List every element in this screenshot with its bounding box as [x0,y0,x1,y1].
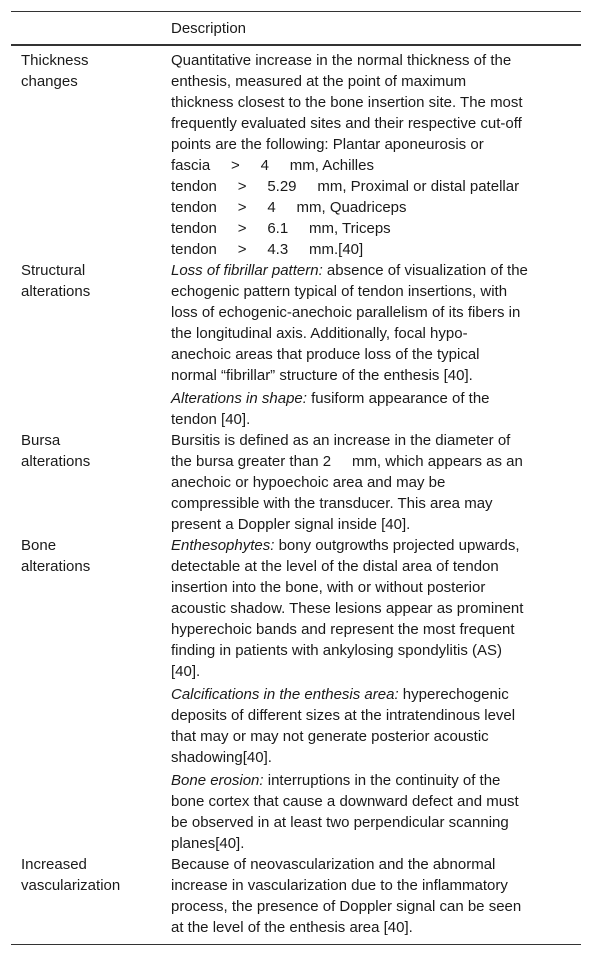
description-line: Because of neovascularization and the abnormal [171,856,496,873]
description-line: enthesis, measured at the point of maximum [171,73,467,90]
description-line: frequently evaluated sites and their respective cut-off [171,115,522,132]
description-line: tendon [40]. [171,411,251,428]
description-line [171,770,571,791]
description-line: the longitudinal axis. Additionally, focal hypo- [171,325,468,342]
description-line: thickness closest to the bone insertion site. The most [171,94,523,111]
description-paragraph [171,388,571,430]
description-line: anechoic areas that produce loss of the typical [171,346,480,363]
row-description [161,854,571,938]
italic-term: Calcifications in the enthesis area: [171,686,399,703]
table-row [11,260,581,430]
term-continuation: bony outgrowths projected upwards, [274,537,520,554]
term-continuation: fusiform appearance of the [306,390,490,407]
description-line: normal “fibrillar” structure of the enthesis [40]. [171,367,473,384]
description-line: finding in patients with ankylosing spondylitis (AS) [171,642,503,659]
term-continuation: interruptions in the continuity of the [263,772,501,789]
description-paragraph [171,684,571,768]
row-label [11,260,161,430]
description-line: tendon > 4 mm, Quadriceps [171,199,407,216]
row-description [161,535,571,854]
description-line: hyperechoic bands and represent the most frequent [171,621,515,638]
description-line: loss of echogenic-anechoic parallelism of its fibers in [171,304,521,321]
table-row [11,430,581,535]
description-line: increase in vascularization due to the inflammatory [171,877,508,894]
header-description: Description [171,19,247,37]
description-paragraph [171,770,571,854]
row-description [161,260,571,430]
description-line: process, the presence of Doppler signal can be seen [171,898,522,915]
findings-table [11,11,581,945]
row-label-line: changes [21,73,78,90]
description-line: echogenic pattern typical of tendon insertions, with [171,283,508,300]
description-paragraph [171,260,571,386]
description-line: Quantitative increase in the normal thickness of the [171,52,512,69]
description-line: deposits of different sizes at the intratendinous level [171,707,516,724]
row-label-line: vascularization [21,877,121,894]
row-label-line: Increased [21,856,87,873]
description-line: insertion into the bone, with or without posterior [171,579,486,596]
row-label [11,430,161,535]
description-line: detectable at the level of the distal area of tendon [171,558,499,575]
description-line: present a Doppler signal inside [40]. [171,516,411,533]
row-label-line: alterations [21,453,91,470]
row-label-line: Structural [21,262,86,279]
description-line: be observed in at least two perpendicular scanning [171,814,509,831]
description-line [171,535,571,556]
row-label-line: alterations [21,283,91,300]
table-row [11,854,581,944]
row-description [161,430,571,535]
row-label [11,854,161,938]
description-line: bone cortex that cause a downward defect and must [171,793,519,810]
description-line: the bursa greater than 2 mm, which appears as an [171,453,523,470]
description-line: tendon > 5.29 mm, Proximal or distal patellar [171,178,520,195]
italic-term: Loss of fibrillar pattern: [171,262,323,279]
row-label-line: alterations [21,558,91,575]
description-line: that may or may not generate posterior acoustic [171,728,489,745]
row-label [11,50,161,260]
description-line: Bursitis is defined as an increase in the diameter of [171,432,511,449]
description-line [171,388,571,409]
row-label-line: Bursa [21,432,61,449]
row-label-line: Thickness [21,52,89,69]
table-header [11,12,581,46]
description-line: tendon > 4.3 mm.[40] [171,241,364,258]
description-line: shadowing[40]. [171,749,272,766]
description-line: compressible with the transducer. This area may [171,495,493,512]
italic-term: Enthesophytes: [171,537,275,554]
term-continuation: hyperechogenic [398,686,509,703]
table-row [11,46,581,260]
table-row [11,535,581,854]
description-line: tendon > 6.1 mm, Triceps [171,220,391,237]
row-label-line: Bone [21,537,57,554]
row-description [161,50,571,260]
description-line: acoustic shadow. These lesions appear as prominent [171,600,524,617]
italic-term: Alterations in shape: [171,390,307,407]
description-line: planes[40]. [171,835,245,852]
description-line: points are the following: Plantar aponeurosis or [171,136,484,153]
description-line: [40]. [171,663,201,680]
description-line: fascia > 4 mm, Achilles [171,157,374,174]
row-label [11,535,161,854]
description-line [171,684,571,705]
description-line: at the level of the enthesis area [40]. [171,919,413,936]
description-line [171,260,571,281]
italic-term: Bone erosion: [171,772,264,789]
description-paragraph [171,535,571,682]
term-continuation: absence of visualization of the [322,262,528,279]
description-line: anechoic or hypoechoic area and may be [171,474,446,491]
